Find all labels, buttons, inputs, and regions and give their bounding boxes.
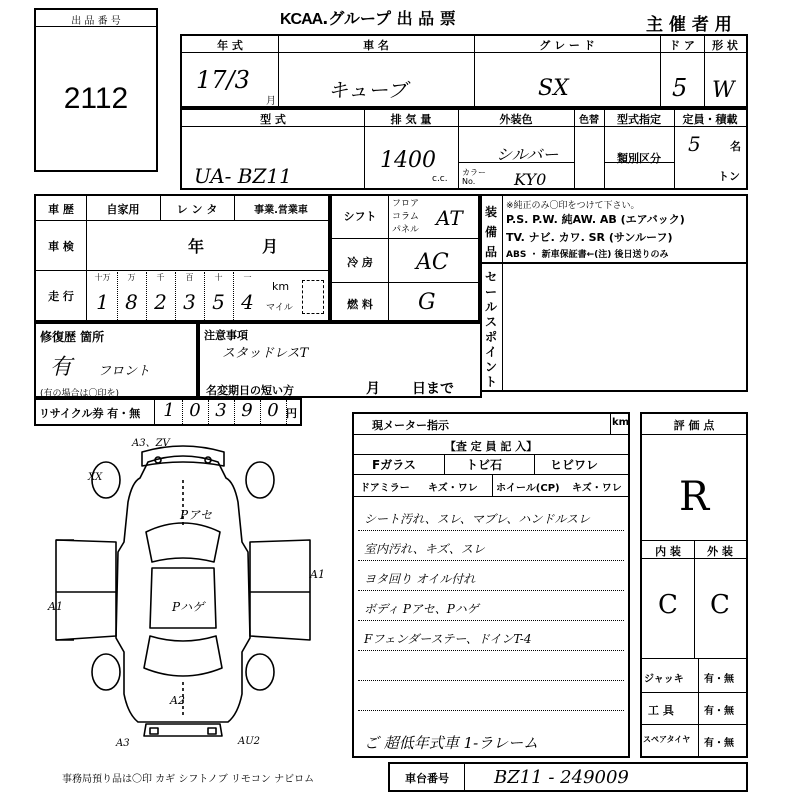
lot-number: 2112: [63, 82, 129, 115]
notes-label: 注意事項: [204, 329, 248, 342]
meter-km-label: km: [612, 417, 630, 428]
category-label: 類別区分: [617, 152, 661, 165]
person-unit: 名: [730, 140, 741, 153]
repair-location: フロント: [98, 364, 151, 379]
color-no-value: KY0: [514, 170, 547, 189]
color-change-label: 色替: [579, 115, 599, 126]
damage-mark-xx: XX: [88, 472, 103, 483]
wheel-options: キズ・ワレ: [572, 483, 622, 494]
shift-floor: フロア: [392, 199, 420, 209]
notes-block: [198, 322, 482, 398]
type-designation-label: 型式指定: [617, 113, 661, 126]
ac-value: AC: [416, 250, 449, 275]
equipment-block: [480, 194, 748, 264]
inspection-label: 車 検: [48, 240, 74, 253]
fuel-value: G: [418, 290, 436, 315]
mileage-digit-label: 十: [214, 273, 223, 282]
vehicle-info-row: [180, 34, 748, 108]
displacement-label: 排 気 量: [390, 113, 432, 126]
lot-number-box: [34, 8, 158, 172]
business-option: 事業.営業車: [254, 205, 308, 216]
sales-point-block: [480, 262, 748, 392]
spec-row: [180, 108, 748, 190]
doors-value: 5: [672, 74, 688, 102]
recycle-label: リサイクル券 有・無: [39, 407, 141, 420]
capacity-value: 5: [688, 132, 701, 156]
exterior-color-label: 外装色: [499, 113, 533, 126]
windshield-label: Fガラス: [372, 458, 416, 472]
shift-panel: パネル: [392, 225, 420, 235]
private-use-option: 自家用: [106, 203, 140, 216]
rental-option: レ ン タ: [176, 203, 218, 216]
exterior-value: C: [710, 590, 730, 620]
ton-unit: トン: [718, 170, 740, 183]
grade-label: グ レ ー ド: [539, 39, 595, 52]
equipment-label: 装備品: [485, 205, 498, 259]
mirror-options: キズ・ワレ: [428, 483, 478, 494]
damage-mark-rear: A2: [170, 694, 185, 707]
car-name-value: キューブ: [328, 78, 407, 102]
equipment-line-3: ABS ・ 新車保証書←(注) 後日送りのみ: [506, 250, 669, 260]
damage-mark-top: A3、ZV: [132, 438, 170, 449]
recycle-digit: 9: [241, 400, 253, 421]
grade-block: [640, 412, 748, 758]
mileage-digit: 8: [125, 290, 138, 314]
fuel-label: 燃 料: [347, 298, 373, 311]
damage-mark-rear-right: AU2: [238, 736, 261, 747]
spare-tire-label: スペアタイヤ: [643, 735, 691, 744]
cc-label: c.c.: [432, 174, 448, 184]
mileage-digit-label: 千: [156, 273, 165, 282]
special-note: ご 超低年式車 1-ラレーム: [364, 734, 539, 752]
repair-footnote: (有の場合は〇印を): [40, 389, 120, 399]
interior-value: C: [658, 590, 678, 620]
comment-line: 室内汚れ、キズ、スレ: [364, 542, 485, 556]
recycle-digit: 0: [267, 400, 279, 421]
km-label: km: [272, 280, 290, 293]
exterior-color-value: シルバー: [496, 145, 559, 164]
repair-value: 有: [50, 355, 73, 380]
mileage-label: 走 行: [48, 290, 74, 303]
shift-column: コラム: [392, 212, 419, 222]
brand-logo: KCAA: [280, 11, 323, 28]
damage-mark-left: A1: [48, 600, 63, 613]
recycle-digit: 3: [215, 400, 227, 421]
equipment-line-1: P.S. P.W. 純AW. AB (エアバック): [506, 213, 685, 226]
damage-mark-hood: Pアセ: [180, 508, 212, 522]
mirror-label: ドアミラー: [360, 483, 410, 494]
spare-tire-options: 有・無: [704, 738, 734, 749]
exterior-label: 外 装: [707, 545, 733, 558]
chassis-label: 車台番号: [405, 772, 449, 785]
shift-value: AT: [436, 206, 463, 230]
shift-label: シフト: [343, 210, 377, 223]
color-no-label: カラー No.: [462, 168, 486, 186]
inspection-month-unit: 月: [262, 237, 279, 256]
wheel-label: ホイール(CP): [496, 483, 560, 494]
shape-label: 形 状: [712, 39, 738, 52]
damage-mark-right: A1: [310, 568, 325, 581]
chassis-number: BZ11 - 249009: [494, 767, 629, 788]
comment-line: ボディ Pアセ、Pハゲ: [364, 602, 479, 616]
mileage-digit-label: 万: [127, 273, 136, 282]
meter-label: 現メーター指示: [372, 419, 449, 432]
recycle-digit: 1: [163, 400, 175, 421]
mileage-digit: 2: [154, 290, 167, 314]
score-label: 評 価 点: [673, 419, 715, 432]
ac-label: 冷 房: [347, 256, 373, 269]
sales-point-label: セールスポイント: [485, 270, 498, 389]
history-label: 車 歴: [48, 203, 74, 216]
mileage-digit-label: 百: [185, 273, 194, 282]
rename-deadline-label: 名変期日の短い方: [206, 384, 294, 397]
tools-options: 有・無: [704, 706, 734, 717]
lot-number-label: 出 品 番 号: [71, 16, 121, 27]
inspection-year-unit: 年: [188, 237, 205, 256]
mileage-digit: 1: [96, 290, 109, 314]
recycle-block: [34, 398, 302, 426]
mileage-digit: 3: [183, 290, 196, 314]
damage-mark-roof: Pハゲ: [172, 600, 205, 614]
equipment-note: ※純正のみ〇印をつけて下さい。: [506, 201, 640, 211]
recycle-digit: 0: [189, 400, 201, 421]
equipment-line-2: TV. ナビ. カワ. SR (サンルーフ): [506, 231, 673, 244]
comment-line: Fフェンダーステー、ドインT-4: [364, 632, 532, 646]
office-items-note: 事務局預り品は〇印 カギ シフトノブ リモコン ナビロム: [62, 774, 315, 785]
grade-value: SX: [538, 76, 569, 101]
windshield-crack-option: ヒビワレ: [550, 458, 599, 472]
mile-label: マイル: [266, 303, 293, 313]
jack-label: ジャッキ: [644, 674, 684, 685]
comment-line: シート汚れ、スレ、マブレ、ハンドルスレ: [364, 512, 590, 526]
inspection-block: [352, 412, 630, 758]
model-label: 型 式: [260, 113, 286, 126]
capacity-label: 定員・積載: [682, 113, 738, 126]
yen-unit: 円: [286, 407, 297, 420]
inspector-label: 【査 定 員 記 入】: [444, 440, 538, 453]
form-title: [280, 6, 456, 29]
mileage-digit: 4: [241, 290, 254, 314]
rename-month-unit: 月: [366, 381, 380, 397]
jack-options: 有・無: [704, 674, 734, 685]
history-block: [34, 194, 330, 322]
car-name-label: 車 名: [363, 39, 389, 52]
damage-mark-rear-left: A3: [116, 738, 130, 749]
comment-line: ヨタ回り オイル付れ: [364, 572, 476, 586]
score-value: R: [678, 474, 710, 520]
title-text: .グループ 出 品 票: [322, 9, 456, 28]
windshield-chip-option: トビ石: [466, 458, 503, 472]
doors-label: ド ア: [669, 39, 695, 52]
mileage-digit-label: 十万: [94, 273, 111, 282]
repair-history-block: [34, 322, 198, 398]
interior-label: 内 装: [655, 545, 681, 558]
tools-label: 工 具: [648, 704, 674, 717]
chassis-block: [388, 762, 748, 792]
year-label: 年 式: [217, 39, 243, 52]
repair-label: 修復歴 箇所: [40, 330, 105, 344]
copy-label: 主 催 者 用: [646, 15, 732, 35]
car-damage-diagram: [38, 432, 328, 758]
month-label: 月: [266, 96, 276, 107]
displacement-value: 1400: [380, 148, 436, 173]
mileage-digit: 5: [212, 290, 225, 314]
mileage-digit-label: 一: [243, 273, 252, 282]
notes-value: スタッドレスT: [222, 346, 309, 361]
model-value: UA- BZ11: [194, 164, 292, 188]
mile-checkbox[interactable]: [302, 280, 324, 314]
drivetrain-block: [330, 194, 480, 322]
rename-day-unit: 日まで: [412, 381, 454, 397]
shape-value: W: [712, 78, 735, 103]
year-value: 17/3: [196, 66, 250, 94]
